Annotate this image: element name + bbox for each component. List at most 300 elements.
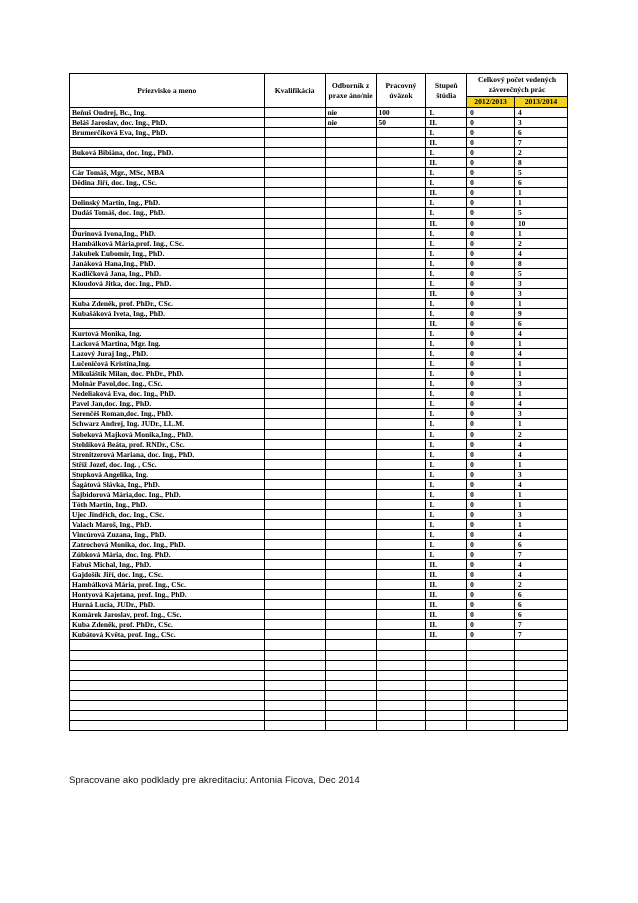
cell-practice: [325, 158, 376, 168]
cell-count-2013: 3: [514, 278, 567, 288]
cell-workload: [376, 238, 426, 248]
cell-level: I.: [426, 379, 467, 389]
cell-qualification: [264, 218, 325, 228]
cell-name: Ujec Jindřich, doc. Ing., CSc.: [70, 509, 265, 519]
cell-count-2012: 0: [467, 419, 515, 429]
cell-level: I.: [426, 339, 467, 349]
table-row: [70, 519, 568, 529]
cell-level: I.: [426, 128, 467, 138]
table-row: [70, 389, 568, 399]
cell-practice: [325, 228, 376, 238]
cell-name: Dudáš Tomáš, doc. Ing., PhD.: [70, 208, 265, 218]
cell-qualification: [264, 318, 325, 328]
header-practice: Odborník z praxe áno/nie: [325, 74, 376, 108]
cell-count-2012: [467, 700, 515, 710]
cell-workload: [376, 369, 426, 379]
cell-workload: [376, 550, 426, 560]
cell-qualification: [264, 168, 325, 178]
cell-level: I.: [426, 449, 467, 459]
cell-workload: [376, 680, 426, 690]
cell-qualification: [264, 650, 325, 660]
cell-count-2012: 0: [467, 409, 515, 419]
cell-count-2012: 0: [467, 359, 515, 369]
cell-name: Ďurinová Ivona,Ing., PhD.: [70, 228, 265, 238]
cell-qualification: [264, 580, 325, 590]
cell-count-2013: 1: [514, 359, 567, 369]
header-qualification: Kvalifikácia: [264, 74, 325, 108]
cell-level: I.: [426, 228, 467, 238]
cell-count-2012: 0: [467, 489, 515, 499]
cell-count-2013: [514, 660, 567, 670]
cell-practice: [325, 258, 376, 268]
cell-practice: [325, 640, 376, 650]
table-body: [70, 108, 568, 731]
cell-qualification: [264, 620, 325, 630]
cell-name: Tóth Martin, Ing., PhD.: [70, 499, 265, 509]
cell-name: [70, 650, 265, 660]
cell-qualification: [264, 419, 325, 429]
cell-level: I.: [426, 278, 467, 288]
cell-name: Dědina Jiří, doc. Ing., CSc.: [70, 178, 265, 188]
cell-practice: [325, 690, 376, 700]
cell-count-2013: 6: [514, 178, 567, 188]
cell-level: I.: [426, 268, 467, 278]
cell-practice: [325, 529, 376, 539]
cell-level: II.: [426, 630, 467, 640]
cell-level: II.: [426, 188, 467, 198]
cell-practice: [325, 329, 376, 339]
cell-name: [70, 288, 265, 298]
cell-count-2013: 8: [514, 158, 567, 168]
cell-count-2012: 0: [467, 198, 515, 208]
cell-name: Zúbková Mária, doc. Ing. PhD.: [70, 550, 265, 560]
table-row: [70, 640, 568, 650]
cell-workload: [376, 449, 426, 459]
cell-name: Kuba Zdeněk, prof. PhDr., CSc.: [70, 298, 265, 308]
cell-workload: [376, 288, 426, 298]
cell-level: II.: [426, 590, 467, 600]
table-row: [70, 469, 568, 479]
cell-count-2012: 0: [467, 580, 515, 590]
cell-qualification: [264, 298, 325, 308]
cell-workload: [376, 389, 426, 399]
cell-name: Mikuláštík Milan, doc. PhDr., PhD.: [70, 369, 265, 379]
table-row: [70, 138, 568, 148]
cell-practice: [325, 409, 376, 419]
cell-name: Brumerčíková Eva, Ing., PhD.: [70, 128, 265, 138]
cell-name: Hambálková Mária,prof. Ing., CSc.: [70, 238, 265, 248]
cell-name: Kloudová Jitka, doc. Ing., PhD.: [70, 278, 265, 288]
cell-name: [70, 158, 265, 168]
cell-practice: nie: [325, 108, 376, 118]
header-name: Priezvisko a meno: [70, 74, 265, 108]
cell-level: I.: [426, 248, 467, 258]
cell-qualification: [264, 248, 325, 258]
cell-workload: [376, 178, 426, 188]
cell-name: Kurtová Monika, Ing.: [70, 329, 265, 339]
cell-qualification: [264, 268, 325, 278]
cell-count-2013: 3: [514, 409, 567, 419]
cell-count-2013: 1: [514, 459, 567, 469]
cell-level: I.: [426, 178, 467, 188]
cell-qualification: [264, 429, 325, 439]
cell-qualification: [264, 329, 325, 339]
cell-count-2012: 0: [467, 610, 515, 620]
table-row: [70, 228, 568, 238]
cell-practice: [325, 208, 376, 218]
cell-workload: [376, 258, 426, 268]
cell-qualification: [264, 349, 325, 359]
cell-workload: [376, 228, 426, 238]
header-total: Celkový počet vedených záverečných prác: [467, 74, 568, 97]
cell-count-2012: 0: [467, 188, 515, 198]
table-row: [70, 178, 568, 188]
cell-level: I.: [426, 499, 467, 509]
cell-count-2012: 0: [467, 540, 515, 550]
cell-count-2012: [467, 660, 515, 670]
cell-count-2012: 0: [467, 208, 515, 218]
cell-workload: [376, 318, 426, 328]
cell-workload: [376, 560, 426, 570]
cell-count-2013: 5: [514, 168, 567, 178]
cell-qualification: [264, 600, 325, 610]
cell-workload: [376, 268, 426, 278]
cell-count-2012: 0: [467, 178, 515, 188]
cell-count-2013: 4: [514, 560, 567, 570]
table-row: [70, 650, 568, 660]
cell-level: [426, 710, 467, 720]
header-year-2012: 2012/2013: [467, 97, 515, 108]
cell-practice: [325, 650, 376, 660]
table-row: [70, 600, 568, 610]
cell-count-2012: 0: [467, 268, 515, 278]
cell-count-2013: 1: [514, 519, 567, 529]
table-row: [70, 439, 568, 449]
cell-practice: [325, 188, 376, 198]
cell-name: Kubátová Květa, prof. Ing., CSc.: [70, 630, 265, 640]
cell-count-2012: 0: [467, 248, 515, 258]
cell-qualification: [264, 469, 325, 479]
cell-count-2012: [467, 670, 515, 680]
table-row: [70, 680, 568, 690]
table-row: [70, 158, 568, 168]
cell-qualification: [264, 449, 325, 459]
cell-practice: [325, 218, 376, 228]
cell-qualification: [264, 108, 325, 118]
table-row: [70, 318, 568, 328]
cell-count-2013: 7: [514, 138, 567, 148]
cell-practice: [325, 278, 376, 288]
cell-level: II.: [426, 218, 467, 228]
cell-workload: [376, 409, 426, 419]
cell-workload: [376, 660, 426, 670]
cell-level: II.: [426, 138, 467, 148]
cell-count-2013: [514, 720, 567, 730]
table-row: [70, 329, 568, 339]
cell-qualification: [264, 610, 325, 620]
cell-count-2013: 6: [514, 318, 567, 328]
cell-level: I.: [426, 509, 467, 519]
cell-workload: 50: [376, 118, 426, 128]
cell-count-2012: 0: [467, 439, 515, 449]
header-year-2013: 2013/2014: [514, 97, 567, 108]
cell-level: II.: [426, 118, 467, 128]
cell-count-2012: 0: [467, 339, 515, 349]
faculty-thesis-table: [69, 73, 568, 731]
cell-name: Valach Maroš, Ing., PhD.: [70, 519, 265, 529]
cell-name: Komárek Jaroslav, prof. Ing., CSc.: [70, 610, 265, 620]
cell-practice: [325, 349, 376, 359]
cell-qualification: [264, 489, 325, 499]
cell-qualification: [264, 519, 325, 529]
cell-name: Schwarz Andrej, Ing. JUDr., LL.M.: [70, 419, 265, 429]
cell-level: I.: [426, 198, 467, 208]
cell-workload: [376, 298, 426, 308]
header-level: Stupeň štúdia: [426, 74, 467, 108]
table-row: [70, 359, 568, 369]
cell-count-2012: [467, 650, 515, 660]
cell-name: [70, 700, 265, 710]
cell-count-2012: 0: [467, 560, 515, 570]
cell-qualification: [264, 198, 325, 208]
table-row: [70, 188, 568, 198]
cell-count-2013: [514, 690, 567, 700]
cell-workload: [376, 640, 426, 650]
cell-count-2013: 1: [514, 489, 567, 499]
cell-level: I.: [426, 389, 467, 399]
cell-workload: [376, 278, 426, 288]
table-row: [70, 590, 568, 600]
cell-level: II.: [426, 570, 467, 580]
cell-name: Kuba Zdeněk, prof. PhDr., CSc.: [70, 620, 265, 630]
table-row: [70, 670, 568, 680]
cell-level: I.: [426, 429, 467, 439]
cell-qualification: [264, 459, 325, 469]
cell-count-2012: 0: [467, 459, 515, 469]
table-row: [70, 308, 568, 318]
cell-qualification: [264, 138, 325, 148]
table-row: [70, 610, 568, 620]
cell-level: I.: [426, 489, 467, 499]
cell-count-2013: 1: [514, 228, 567, 238]
cell-qualification: [264, 359, 325, 369]
cell-qualification: [264, 690, 325, 700]
cell-practice: [325, 509, 376, 519]
cell-name: [70, 318, 265, 328]
cell-workload: [376, 329, 426, 339]
cell-level: I.: [426, 519, 467, 529]
cell-qualification: [264, 158, 325, 168]
cell-count-2012: 0: [467, 318, 515, 328]
cell-workload: [376, 439, 426, 449]
cell-level: I.: [426, 208, 467, 218]
cell-count-2013: 3: [514, 118, 567, 128]
cell-name: Stupková Angelika, Ing.: [70, 469, 265, 479]
cell-count-2013: [514, 680, 567, 690]
cell-name: [70, 640, 265, 650]
cell-level: [426, 650, 467, 660]
cell-practice: [325, 168, 376, 178]
cell-count-2013: [514, 710, 567, 720]
table-row: [70, 349, 568, 359]
cell-level: II.: [426, 620, 467, 630]
cell-level: I.: [426, 419, 467, 429]
cell-workload: [376, 168, 426, 178]
cell-level: [426, 700, 467, 710]
cell-practice: [325, 429, 376, 439]
cell-workload: [376, 580, 426, 590]
cell-workload: [376, 670, 426, 680]
cell-level: I.: [426, 550, 467, 560]
cell-workload: [376, 429, 426, 439]
table-row: [70, 489, 568, 499]
cell-qualification: [264, 499, 325, 509]
cell-count-2013: [514, 670, 567, 680]
cell-qualification: [264, 399, 325, 409]
table-row: [70, 690, 568, 700]
cell-count-2012: 0: [467, 218, 515, 228]
cell-practice: [325, 489, 376, 499]
cell-workload: [376, 499, 426, 509]
cell-practice: [325, 590, 376, 600]
cell-name: Buková Bibiána, doc. Ing., PhD.: [70, 148, 265, 158]
cell-workload: [376, 128, 426, 138]
cell-count-2012: [467, 690, 515, 700]
cell-count-2012: 0: [467, 308, 515, 318]
cell-name: Hurná Lucia, JUDr., PhD.: [70, 600, 265, 610]
cell-qualification: [264, 379, 325, 389]
cell-workload: [376, 399, 426, 409]
cell-count-2013: 5: [514, 268, 567, 278]
cell-level: I.: [426, 399, 467, 409]
cell-name: Beláš Jaroslav, doc. Ing., PhD.: [70, 118, 265, 128]
cell-count-2013: 1: [514, 369, 567, 379]
cell-level: I.: [426, 298, 467, 308]
cell-workload: [376, 540, 426, 550]
table-row: [70, 248, 568, 258]
cell-qualification: [264, 479, 325, 489]
cell-name: Šajbidorová Mária,doc. Ing., PhD.: [70, 489, 265, 499]
cell-name: Stehlíková Beáta, prof. RNDr., CSc.: [70, 439, 265, 449]
cell-count-2012: 0: [467, 349, 515, 359]
cell-workload: [376, 138, 426, 148]
cell-qualification: [264, 680, 325, 690]
table-row: [70, 660, 568, 670]
cell-level: [426, 720, 467, 730]
table-row: [70, 580, 568, 590]
table-row: [70, 108, 568, 118]
cell-level: I.: [426, 168, 467, 178]
cell-qualification: [264, 178, 325, 188]
cell-count-2012: 0: [467, 630, 515, 640]
cell-count-2012: 0: [467, 529, 515, 539]
cell-name: Šagátová Slávka, Ing., PhD.: [70, 479, 265, 489]
cell-workload: [376, 359, 426, 369]
cell-count-2012: 0: [467, 138, 515, 148]
cell-count-2012: 0: [467, 469, 515, 479]
cell-practice: [325, 318, 376, 328]
cell-count-2012: 0: [467, 158, 515, 168]
table-row: [70, 459, 568, 469]
table-row: [70, 419, 568, 429]
table-row: [70, 560, 568, 570]
cell-practice: [325, 288, 376, 298]
cell-qualification: [264, 439, 325, 449]
cell-count-2013: 1: [514, 419, 567, 429]
cell-level: [426, 690, 467, 700]
cell-qualification: [264, 288, 325, 298]
table-row: [70, 168, 568, 178]
cell-qualification: [264, 550, 325, 560]
cell-count-2013: 10: [514, 218, 567, 228]
cell-qualification: [264, 409, 325, 419]
cell-level: II.: [426, 318, 467, 328]
cell-practice: [325, 660, 376, 670]
cell-name: Kubašáková Iveta, Ing., PhD.: [70, 308, 265, 318]
cell-workload: [376, 469, 426, 479]
cell-practice: [325, 298, 376, 308]
cell-count-2012: 0: [467, 509, 515, 519]
table-row: [70, 540, 568, 550]
cell-workload: [376, 650, 426, 660]
cell-practice: [325, 560, 376, 570]
cell-count-2012: 0: [467, 288, 515, 298]
cell-practice: [325, 178, 376, 188]
cell-practice: [325, 389, 376, 399]
cell-practice: [325, 308, 376, 318]
cell-name: Gajdošík Jiří, doc. Ing., CSc.: [70, 570, 265, 580]
cell-workload: [376, 509, 426, 519]
cell-count-2012: 0: [467, 148, 515, 158]
cell-practice: [325, 369, 376, 379]
cell-count-2012: 0: [467, 329, 515, 339]
cell-qualification: [264, 128, 325, 138]
cell-workload: [376, 700, 426, 710]
cell-count-2013: 2: [514, 148, 567, 158]
cell-qualification: [264, 389, 325, 399]
cell-count-2012: 0: [467, 278, 515, 288]
cell-workload: [376, 620, 426, 630]
cell-practice: [325, 419, 376, 429]
cell-count-2013: 4: [514, 529, 567, 539]
cell-qualification: [264, 720, 325, 730]
cell-workload: [376, 349, 426, 359]
cell-name: Cár Tomáš, Mgr., MSc, MBA: [70, 168, 265, 178]
cell-name: Lučeničová Kristína,Ing.: [70, 359, 265, 369]
cell-count-2012: [467, 640, 515, 650]
table-row: [70, 278, 568, 288]
cell-count-2012: [467, 720, 515, 730]
cell-qualification: [264, 369, 325, 379]
cell-count-2013: 4: [514, 479, 567, 489]
cell-count-2013: 3: [514, 379, 567, 389]
cell-level: I.: [426, 540, 467, 550]
cell-level: I.: [426, 108, 467, 118]
cell-level: II.: [426, 610, 467, 620]
cell-count-2013: 1: [514, 298, 567, 308]
cell-workload: [376, 248, 426, 258]
cell-practice: [325, 148, 376, 158]
cell-practice: [325, 720, 376, 730]
table-row: [70, 258, 568, 268]
cell-count-2013: 6: [514, 600, 567, 610]
cell-name: [70, 218, 265, 228]
cell-count-2012: 0: [467, 108, 515, 118]
table-row: [70, 429, 568, 439]
cell-count-2012: 0: [467, 600, 515, 610]
cell-workload: [376, 419, 426, 429]
cell-name: Pavel Jan,doc. Ing., PhD.: [70, 399, 265, 409]
